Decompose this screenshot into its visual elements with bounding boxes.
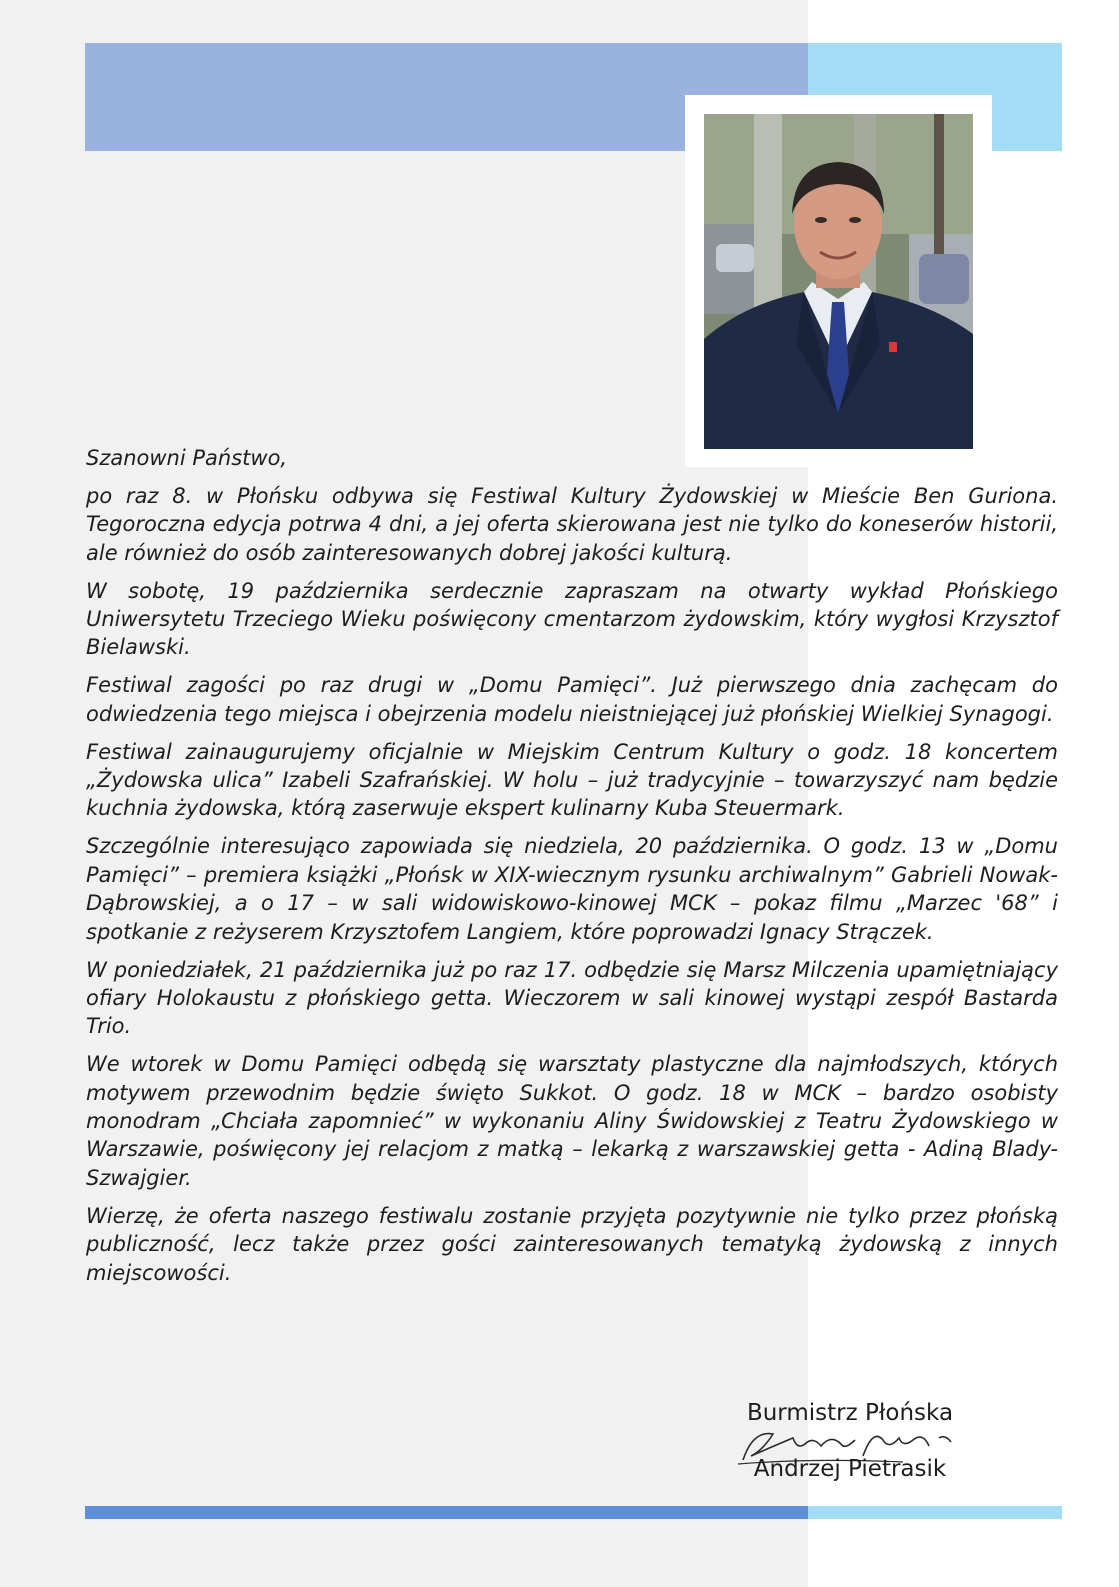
- letter-paragraph: Festiwal zagości po raz drugi w „Domu Pamięci”. Już pierwszego dnia zachęcam do odwiedzenia tego miejsca i obejrzenia modelu nieistniejącej już płońskiej Wielkiej Synagogi.: [86, 673, 1058, 726]
- letter-paragraph: We wtorek w Domu Pamięci odbędą się warsztaty plastyczne dla najmłodszych, których motywem przewodnim będzie święto Sukkot. O godz. 18 w MCK – bardzo osobisty monodram „Chciała zapomnieć” w wykonaniu Aliny Świdowskiej z Teatru Żydowskiego w Warszawie, poświęcony jej relacjom z matką – lekarką z warszawskiej getta - Adiną Blady-Szwajgier.: [86, 1052, 1058, 1190]
- footer-band-right: [808, 1506, 1062, 1519]
- letter-greeting: Szanowni Państwo,: [86, 446, 288, 470]
- letter-paragraph: Wierzę, że oferta naszego festiwalu zostanie przyjęta pozytywnie nie tylko przez płońską publiczność, lecz także przez gości zainteresowanych tematyką żydowską z innych miejscowości.: [86, 1203, 1058, 1285]
- signature-title: Burmistrz Płońska: [746, 1400, 954, 1426]
- portrait-photo: [704, 114, 973, 449]
- footer-band-left: [85, 1506, 808, 1519]
- letter-paragraph: Szczególnie interesująco zapowiada się niedziela, 20 października. O godz. 13 w „Domu Pamięci” – premiera książki „Płońsk w XIX-wiecznym rysunku archiwalnym” Gabrieli Nowak-Dąbrowskiej, a o 17 – w sali widowiskowo-kinowej MCK – pokaz filmu „Marzec '68” i spotkanie z reżyserem Krzysztofem Langiem, które poprowadzi Ignacy Strączek.: [86, 834, 1058, 944]
- portrait-illustration: [704, 114, 973, 449]
- letter-paragraph: W sobotę, 19 października serdecznie zapraszam na otwarty wykład Płońskiego Uniwersytetu Trzeciego Wieku poświęcony cmentarzom żydowskim, który wygłosi Krzysztof Bielawski.: [86, 578, 1058, 660]
- letter-paragraph: Festiwal zainaugurujemy oficjalnie w Miejskim Centrum Kultury o godz. 18 koncertem „Żydowska ulica” Izabeli Szafrańskiej. W holu – już tradycyjnie – towarzyszyć nam będzie kuchnia żydowska, którą zaserwuje ekspert kulinarny Kuba Steuermark.: [86, 739, 1058, 821]
- signature-name: Andrzej Pietrasik: [753, 1456, 947, 1482]
- letter-paragraph: W poniedziałek, 21 października już po raz 17. odbędzie się Marsz Milczenia upamiętniający ofiary Holokaustu z płońskiego getta. Wieczorem w sali kinowej wystąpi zespół Bastarda Trio.: [86, 957, 1058, 1039]
- letter-paragraph: po raz 8. w Płońsku odbywa się Festiwal Kultury Żydowskiej w Mieście Ben Guriona. Tegoroczna edycja potrwa 4 dni, a jej oferta skierowana jest nie tylko do koneserów historii, ale również do osób zainteresowanych dobrej jakości kulturą.: [86, 483, 1058, 565]
- portrait-frame: [685, 95, 992, 467]
- letter-body: [86, 444, 1058, 1296]
